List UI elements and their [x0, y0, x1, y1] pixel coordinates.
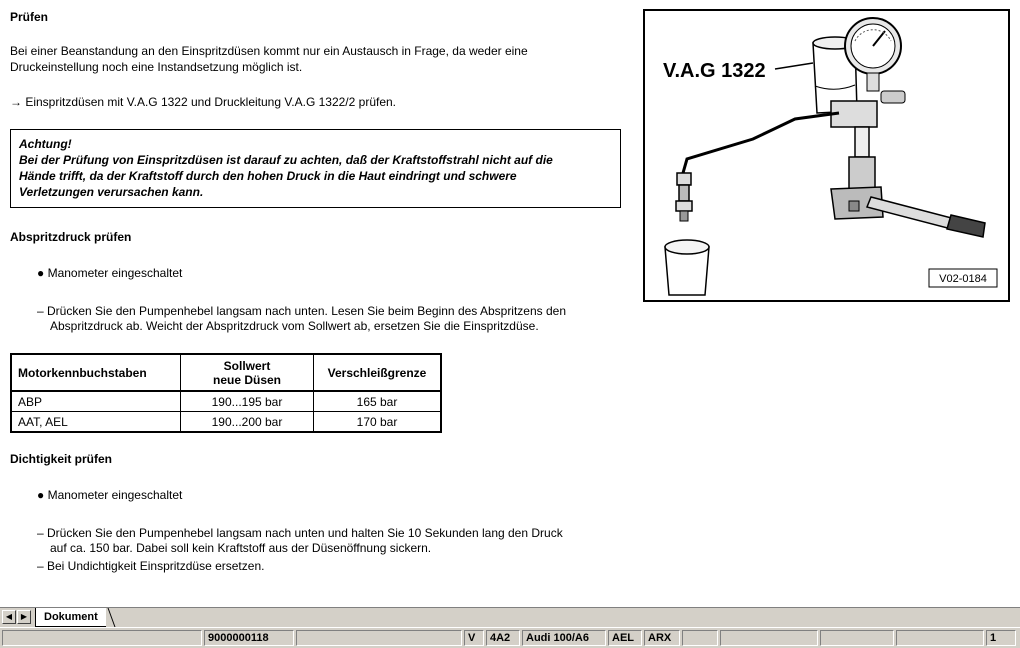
pump-lever-icon — [867, 197, 985, 237]
header-sollwert-line2: neue Düsen — [212, 372, 281, 387]
cell-engine-code: AAT, AEL — [11, 412, 181, 433]
warning-line3: Verletzungen verursachen kann. — [19, 185, 204, 199]
header-sollwert — [181, 354, 314, 391]
header-sollwert-line1: Sollwert — [223, 358, 271, 373]
figure-id: V02-0184 — [939, 273, 987, 285]
table-row — [11, 412, 441, 433]
step1-line2: Abspritzdruck ab. Weicht der Abspritzdruck vom Sollwert ab, ersetzen Sie die Einspritzdüse. — [50, 319, 539, 333]
cell-verschleissgrenze: 170 bar — [314, 412, 442, 433]
spec-table — [10, 353, 442, 433]
header-verschleissgrenze: Verschleißgrenze — [314, 354, 442, 391]
status-cell-ael: AEL — [608, 630, 642, 646]
cell-engine-code: ABP — [11, 391, 181, 412]
status-cell-model: Audi 100/A6 — [522, 630, 606, 646]
tool-label: V.A.G 1322 — [663, 60, 766, 82]
warning-line1: Bei der Prüfung von Einspritzdüsen ist darauf zu achten, daß der Kraftstoffstrahl nicht auf die — [19, 153, 553, 167]
status-cell-empty — [820, 630, 894, 646]
tab-dokument[interactable]: Dokument — [35, 608, 106, 627]
cell-sollwert: 190...195 bar — [181, 391, 314, 412]
heading-pruefen: Prüfen — [10, 10, 49, 24]
table-row — [11, 391, 441, 412]
tool-illustration — [645, 11, 1008, 300]
status-cell-empty — [896, 630, 984, 646]
status-cell-empty — [682, 630, 718, 646]
prev-tab-button[interactable]: ◀ — [2, 610, 16, 624]
table-header-row — [11, 354, 441, 391]
intro-text-line2: Druckeinstellung noch eine Instandsetzung möglich ist. — [10, 60, 303, 74]
step2-line2: auf ca. 150 bar. Dabei soll kein Kraftstoff aus der Düsenöffnung sickern. — [50, 541, 432, 555]
cell-sollwert: 190...200 bar — [181, 412, 314, 433]
tool-figure — [643, 9, 1010, 302]
header-motorkennbuchstaben: Motorkennbuchstaben — [11, 354, 181, 391]
status-doc-number: 9000000118 — [204, 630, 294, 646]
step2-line1: – Drücken Sie den Pumpenhebel langsam nach unten und halten Sie 10 Sekunden lang den Druck — [37, 526, 563, 540]
heading-dichtigkeit: Dichtigkeit prüfen — [10, 452, 113, 466]
intro-text-line1: Bei einer Beanstandung an den Einspritzdüsen kommt nur ein Austausch in Frage, da weder eine — [10, 44, 528, 58]
bullet-manometer-1: ● Manometer eingeschaltet — [37, 266, 183, 280]
step1-line1: – Drücken Sie den Pumpenhebel langsam nach unten. Lesen Sie beim Beginn des Abspritzens den — [37, 304, 567, 318]
cell-verschleissgrenze: 165 bar — [314, 391, 442, 412]
status-cell-arx: ARX — [644, 630, 680, 646]
status-bar — [0, 627, 1020, 648]
warning-title: Achtung! — [19, 137, 72, 151]
status-cell-v: V — [464, 630, 484, 646]
tab-bar — [0, 607, 1020, 628]
injector-icon — [676, 173, 692, 221]
beaker-icon — [665, 240, 709, 295]
bullet-manometer-2: ● Manometer eingeschaltet — [37, 488, 183, 502]
status-cell-empty — [296, 630, 462, 646]
warning-line2: Hände trifft, da der Kraftstoff durch den hohen Druck in die Haut eindringt und schwere — [19, 169, 517, 183]
warning-box — [10, 129, 621, 208]
status-page-number: 1 — [986, 630, 1016, 646]
status-cell-empty — [2, 630, 202, 646]
heading-abspritzdruck: Abspritzdruck prüfen — [10, 230, 132, 244]
arrow-instruction-link[interactable]: → Einspritzdüsen mit V.A.G 1322 und Druckleitung V.A.G 1322/2 prüfen. — [10, 95, 397, 109]
next-tab-button[interactable]: ▶ — [17, 610, 31, 624]
status-cell-4a2: 4A2 — [486, 630, 520, 646]
step3-line: – Bei Undichtigkeit Einspritzdüse ersetzen. — [37, 559, 265, 573]
status-cell-empty — [720, 630, 818, 646]
